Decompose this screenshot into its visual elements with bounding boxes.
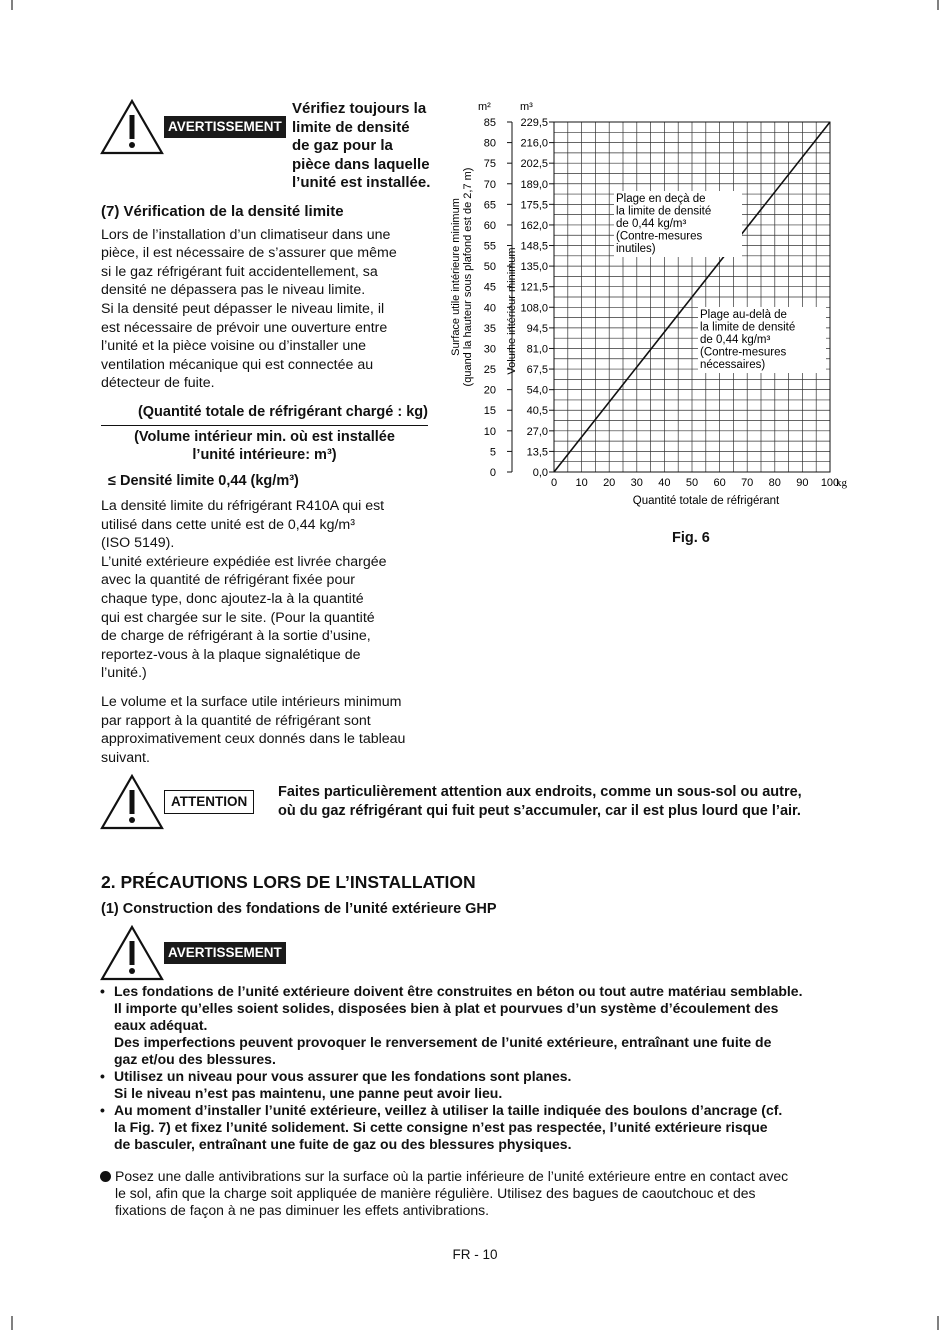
paragraph-density: Lors de l’installation d’un climatiseur dans une pièce, il est nécessaire de s’assurer que même si le gaz réfrigérant fuit accidentellement, sa densité ne dépassera pas le niveau limite. Si la densité peut dépasser le niveau limite, il est nécessaire de prévoir une ouverture entre l’unité et la pièce voisine ou d’installer une ventilation mécanique qui est connectée au détecteur de fuite. bbox=[101, 226, 397, 392]
bullet-item: • Les fondations de l’unité extérieure doivent être construites en béton ou tout autre matériau semblable. Il importe qu’elles soient solides, disposées bien à plat et pourvues d’un système d’écoulement des eaux adéquat. Des imperfections peuvent provoquer le renversement de l’unité extérieure, entraînant une fuite de gaz et/ou des blessures. bbox=[100, 983, 860, 1068]
attention-triangle-icon bbox=[100, 774, 164, 830]
x-axis-title: Quantité totale de réfrigérant bbox=[632, 495, 780, 507]
annotation-text: (Contre-mesures bbox=[616, 230, 703, 243]
warning-badge-2: AVERTISSEMENT bbox=[164, 942, 286, 964]
volume-tick-label: 27,0 bbox=[526, 425, 548, 438]
volume-tick-label: 216,0 bbox=[520, 137, 548, 150]
volume-tick-label: 94,5 bbox=[526, 322, 548, 335]
area-tick-label: 65 bbox=[483, 199, 496, 212]
x-tick-label: 10 bbox=[575, 477, 588, 489]
area-tick-label: 50 bbox=[483, 261, 496, 274]
antivibration-note: Posez une dalle antivibrations sur la surface où la partie inférieure de l’unité extérieure entre en contact avec le sol, afin que la charge soit appliquée de manière régulière. Utilisez des bagues de caoutchouc et des fixations de façon à ne pas diminuer les effets antivibrations. bbox=[101, 1168, 861, 1219]
area-tick-label: 35 bbox=[483, 322, 496, 335]
corner-mark-top-right bbox=[932, 0, 944, 14]
x-tick-label: 60 bbox=[713, 477, 726, 489]
annotation-text: Plage en deçà de bbox=[616, 193, 706, 205]
volume-tick-label: 189,0 bbox=[520, 178, 548, 191]
paragraph-volume: Le volume et la surface utile intérieurs minimum par rapport à la quantité de réfrigérant sont approximativement ceux donnés dans le tableau suivant. bbox=[101, 694, 406, 766]
corner-mark-bottom-left bbox=[6, 1314, 18, 1330]
area-tick-label: 0 bbox=[489, 467, 496, 479]
bullet-item: • Au moment d’installer l’unité extérieure, veillez à utiliser la taille indiquée des boulons d’ancrage (cf. la Fig. 7) et fixez l’unité solidement. Si cette consigne n’est pas respectée, l’unité extérieure risque de basculer, entraînant une fuite de gaz ou des blessures physiques. bbox=[100, 1102, 860, 1153]
volume-tick-label: 108,0 bbox=[520, 302, 548, 315]
volume-tick-label: 54,0 bbox=[526, 384, 548, 397]
volume-tick-label: 121,5 bbox=[520, 281, 548, 294]
annotation-text: inutiles) bbox=[616, 243, 656, 255]
formula-numerator: (Quantité totale de réfrigérant chargé : kg) bbox=[137, 404, 428, 420]
x-unit-label: kg bbox=[836, 477, 847, 489]
area-tick-label: 5 bbox=[489, 446, 496, 459]
page-number: FR - 10 bbox=[452, 1247, 498, 1262]
x-tick-label: 100 bbox=[820, 477, 840, 489]
annotation-text: nécessaires) bbox=[700, 359, 766, 371]
x-tick-label: 70 bbox=[741, 477, 754, 489]
area-tick-label: 80 bbox=[483, 137, 496, 150]
area-tick-label: 10 bbox=[483, 425, 496, 438]
formula-denominator: (Volume intérieur min. où est installée l’unité intérieure: m³) bbox=[134, 429, 395, 463]
area-tick-label: 45 bbox=[483, 281, 496, 294]
formula-limit: ≤ Densité limite 0,44 (kg/m³) bbox=[108, 473, 299, 489]
annotation-text: de 0,44 kg/m³ bbox=[616, 218, 687, 230]
area-axis-title: Surface utile intérieure minimum bbox=[450, 198, 462, 356]
area-tick-label: 25 bbox=[483, 364, 496, 377]
section-heading: (7) Vérification de la densité limite bbox=[101, 203, 344, 220]
section-7 bbox=[101, 203, 431, 393]
warning-badge: AVERTISSEMENT bbox=[164, 116, 286, 138]
annotation-text: de 0,44 kg/m³ bbox=[700, 334, 771, 346]
volume-tick-label: 162,0 bbox=[520, 219, 548, 232]
volume-tick-label: 0,0 bbox=[532, 467, 548, 479]
foundation-bullets bbox=[100, 983, 860, 1153]
warning-text: Vérifiez toujours la limite de densité de gaz pour la pièce dans laquelle l’unité est installée. bbox=[292, 100, 431, 192]
x-tick-label: 20 bbox=[603, 477, 616, 489]
section-2-title: 2. PRÉCAUTIONS LORS DE L’INSTALLATION bbox=[101, 872, 476, 892]
section-2-subheading: (1) Construction des fondations de l’unité extérieure GHP bbox=[101, 901, 497, 917]
volume-unit-label: m³ bbox=[520, 101, 533, 113]
x-tick-label: 50 bbox=[685, 477, 699, 489]
area-tick-label: 60 bbox=[483, 219, 496, 232]
formula-fraction-line bbox=[101, 425, 428, 426]
x-tick-label: 80 bbox=[768, 477, 781, 489]
volume-tick-label: 202,5 bbox=[520, 158, 548, 171]
area-tick-label: 55 bbox=[483, 240, 496, 253]
annotation-text: la limite de densité bbox=[700, 321, 796, 334]
area-unit-label: m² bbox=[478, 101, 491, 113]
annotation-text: la limite de densité bbox=[616, 205, 712, 218]
volume-tick-label: 229,5 bbox=[520, 117, 548, 129]
area-tick-label: 20 bbox=[483, 384, 496, 397]
annotation-text: Plage au-delà de bbox=[700, 309, 787, 321]
volume-tick-label: 67,5 bbox=[526, 364, 548, 377]
warning-triangle-icon-2 bbox=[100, 925, 164, 981]
filled-circle-bullet-icon bbox=[100, 1171, 111, 1182]
attention-text: Faites particulièrement attention aux endroits, comme un sous-sol ou autre, où du gaz réfrigérant qui fuit peut s’accumuler, car il est plus lourd que l’air. bbox=[278, 784, 802, 819]
x-tick-label: 30 bbox=[630, 477, 643, 489]
area-tick-label: 40 bbox=[483, 302, 496, 315]
bullet-item: • Utilisez un niveau pour vous assurer que les fondations sont planes. Si le niveau n’est pas maintenu, une panne peut avoir lieu. bbox=[100, 1068, 860, 1102]
x-tick-label: 40 bbox=[658, 477, 671, 489]
volume-axis-title: Volume intérieur minimum bbox=[506, 247, 518, 375]
area-tick-label: 85 bbox=[483, 117, 496, 129]
x-tick-label: 0 bbox=[550, 477, 558, 489]
attention-badge: ATTENTION bbox=[164, 790, 254, 814]
x-tick-label: 90 bbox=[796, 477, 809, 489]
area-tick-label: 75 bbox=[483, 158, 496, 171]
warning-triangle-icon bbox=[100, 99, 164, 155]
volume-tick-label: 13,5 bbox=[526, 446, 548, 459]
paragraph-r410a: La densité limite du réfrigérant R410A qui est utilisé dans cette unité est de 0,44 kg/m³ (ISO 5149). L’unité extérieure expédiée est livrée chargée avec la quantité de réfrigérant fixée pour chaque type, donc ajoutez-la à la quantité qui est chargée sur le site. (Pour la quantité de charge de réfrigérant à la sortie d’usine, reportez-vous à la plaque signalétique de l’unité.) bbox=[101, 498, 387, 682]
corner-mark-top-left bbox=[6, 0, 18, 14]
area-tick-label: 70 bbox=[483, 178, 496, 191]
annotation-text: (Contre-mesures bbox=[700, 346, 787, 359]
volume-tick-label: 81,0 bbox=[526, 343, 548, 356]
volume-tick-label: 135,0 bbox=[520, 261, 548, 274]
density-chart bbox=[440, 96, 880, 516]
volume-tick-label: 40,5 bbox=[526, 405, 548, 418]
area-tick-label: 15 bbox=[483, 405, 496, 418]
figure-caption: Fig. 6 bbox=[672, 530, 710, 546]
volume-tick-label: 148,5 bbox=[520, 240, 548, 253]
corner-mark-bottom-right bbox=[932, 1314, 944, 1330]
area-axis-subtitle: (quand la hauteur sous plafond est de 2,7 m) bbox=[462, 167, 474, 387]
volume-tick-label: 175,5 bbox=[520, 199, 548, 212]
area-tick-label: 30 bbox=[483, 343, 496, 356]
